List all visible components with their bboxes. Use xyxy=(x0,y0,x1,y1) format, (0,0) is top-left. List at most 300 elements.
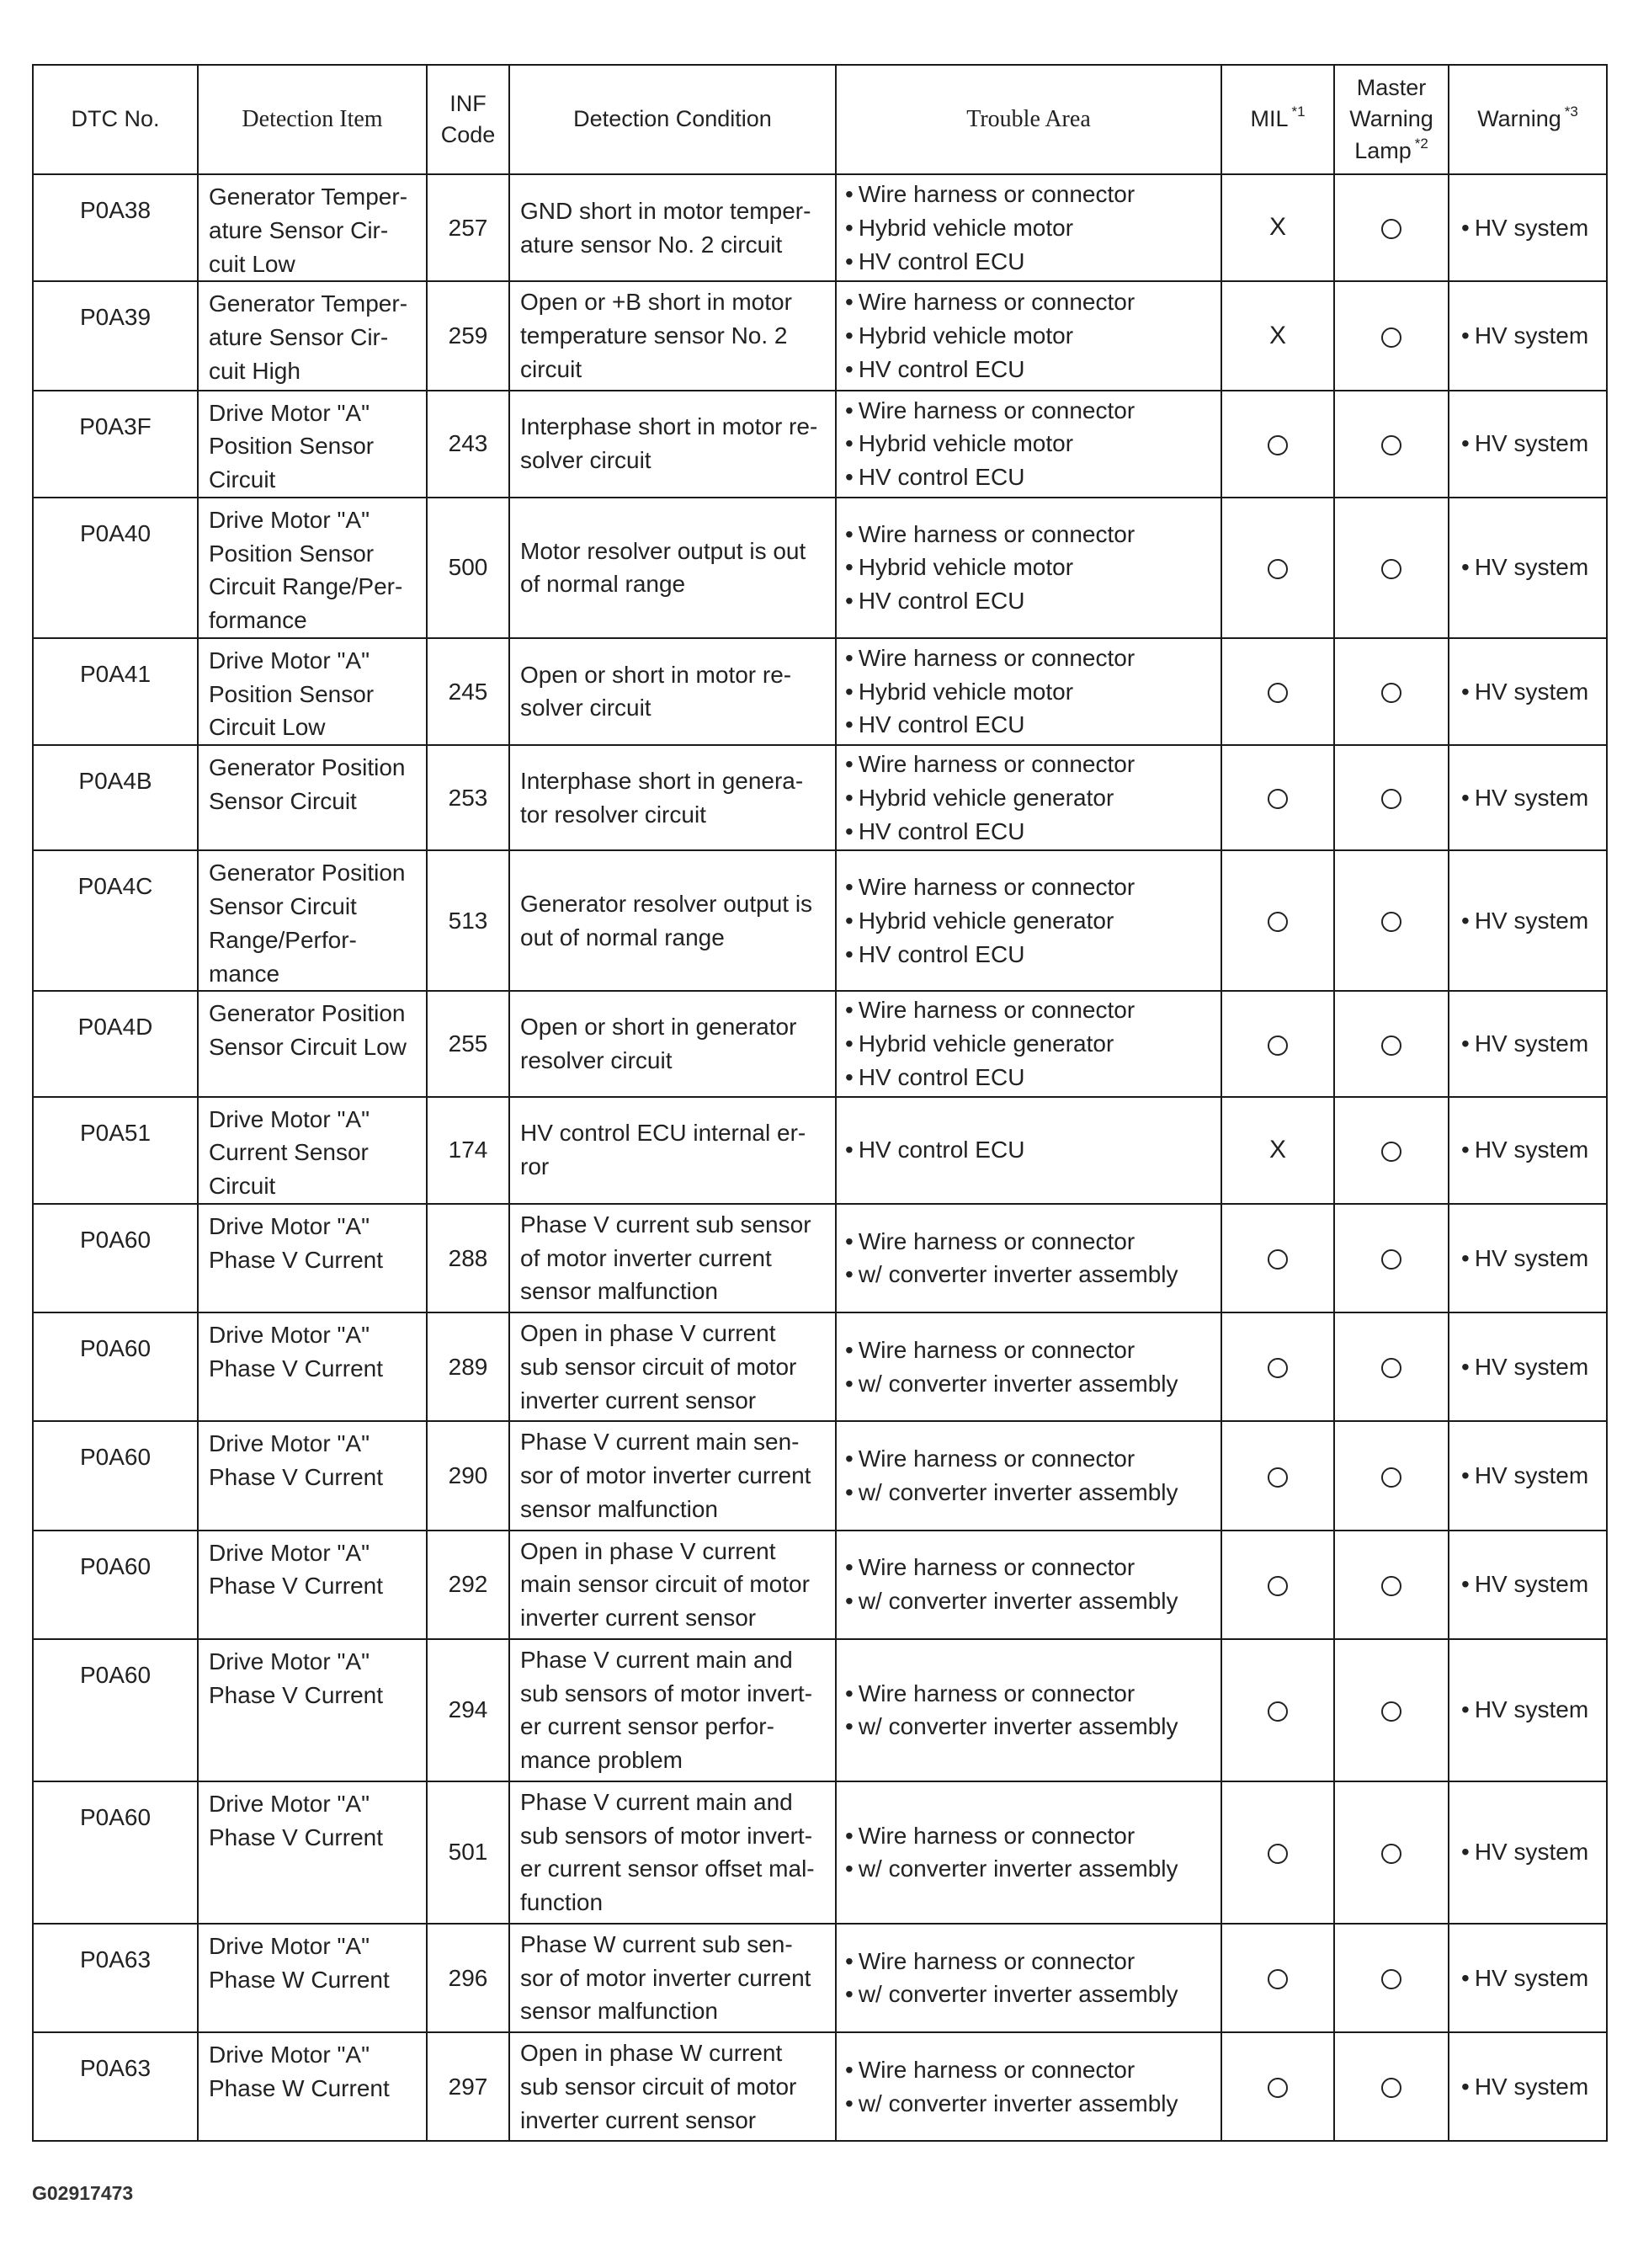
detection-item: Drive Motor "A" Phase V Current xyxy=(209,1790,383,1850)
detection-condition: Motor resolver output is out of normal range xyxy=(520,537,806,598)
inf-code-cell xyxy=(427,174,509,281)
trouble-area-cell xyxy=(836,1924,1221,2032)
table-row xyxy=(33,745,1607,850)
detection-condition: Phase V current main and sub sensors of motor invert- er current sensor offset mal- function xyxy=(520,1788,815,1915)
master-warning-lamp-cell xyxy=(1334,1924,1449,2032)
dtc-code: P0A63 xyxy=(79,1946,152,1973)
table-row xyxy=(33,498,1607,638)
trouble-area-cell xyxy=(836,2032,1221,2141)
warning-cell xyxy=(1449,1097,1607,1204)
mil-cell xyxy=(1221,1312,1334,1421)
circle-mark-icon xyxy=(1381,1358,1401,1378)
dtc-code-cell xyxy=(33,638,198,745)
dtc-code: P0A4B xyxy=(78,768,152,794)
mil-cell xyxy=(1221,638,1334,745)
trouble-area-item: • Wire harness or connector xyxy=(845,1225,1217,1259)
detection-item: Drive Motor "A" Current Sensor Circuit xyxy=(209,1105,370,1199)
table-row xyxy=(33,1781,1607,1924)
inf-code-cell xyxy=(427,1531,509,1639)
circle-mark-icon xyxy=(1381,327,1401,348)
trouble-area-item: • HV control ECU xyxy=(845,245,1217,279)
warning-item: • HV system xyxy=(1461,1835,1606,1869)
table-row xyxy=(33,1097,1607,1204)
trouble-area-item: • Hybrid vehicle motor xyxy=(845,211,1217,245)
circle-mark-icon xyxy=(1381,1701,1401,1722)
detection-condition: HV control ECU internal er- ror xyxy=(520,1120,806,1180)
trouble-area-item: • Wire harness or connector xyxy=(845,394,1217,428)
mil-x-mark: X xyxy=(1268,321,1286,349)
warning-item: • HV system xyxy=(1461,1693,1606,1727)
mil-cell xyxy=(1221,850,1334,991)
master-warning-lamp-cell xyxy=(1334,850,1449,991)
inf-code-cell xyxy=(427,498,509,638)
circle-mark-icon xyxy=(1268,2078,1288,2098)
header-detection-condition: Detection Condition xyxy=(509,65,836,174)
warning-item: • HV system xyxy=(1461,904,1606,938)
warning-item: • HV system xyxy=(1461,319,1606,353)
table-row xyxy=(33,1421,1607,1530)
inf-code: 255 xyxy=(448,1030,488,1057)
detection-condition: Open or short in generator resolver circuit xyxy=(520,1014,797,1073)
detection-item: Generator Position Sensor Circuit Low xyxy=(209,1000,407,1060)
detection-item-cell xyxy=(198,1781,427,1924)
detection-condition-cell xyxy=(509,1781,836,1924)
detection-item: Drive Motor "A" Phase V Current xyxy=(209,1430,383,1490)
circle-mark-icon xyxy=(1381,1844,1401,1864)
trouble-area-cell xyxy=(836,850,1221,991)
dtc-code-cell xyxy=(33,1097,198,1204)
detection-item-cell xyxy=(198,174,427,281)
master-warning-lamp-cell xyxy=(1334,745,1449,850)
master-warning-lamp-cell xyxy=(1334,1312,1449,1421)
detection-item-cell xyxy=(198,391,427,498)
warning-cell xyxy=(1449,850,1607,991)
detection-item-cell xyxy=(198,745,427,850)
warning-item: • HV system xyxy=(1461,781,1606,815)
master-warning-lamp-cell xyxy=(1334,391,1449,498)
master-warning-lamp-cell xyxy=(1334,1421,1449,1530)
trouble-area-cell xyxy=(836,1097,1221,1204)
inf-code-cell xyxy=(427,1924,509,2032)
detection-item: Drive Motor "A" Position Sensor Circuit xyxy=(209,399,375,492)
detection-condition-cell xyxy=(509,1097,836,1204)
inf-code-cell xyxy=(427,745,509,850)
inf-code-cell xyxy=(427,1312,509,1421)
circle-mark-icon xyxy=(1268,1844,1288,1864)
trouble-area-item: • w/ converter inverter assembly xyxy=(845,1978,1217,2011)
header-mil: MIL $^{*1}$ xyxy=(1221,65,1334,174)
warning-cell xyxy=(1449,1312,1607,1421)
table-row xyxy=(33,281,1607,390)
header-trouble-area: Trouble Area xyxy=(836,65,1221,174)
detection-condition: Generator resolver output is out of normal range xyxy=(520,891,813,950)
detection-item: Generator Temper- ature Sensor Cir- cuit High xyxy=(209,290,408,384)
trouble-area-cell xyxy=(836,638,1221,745)
master-warning-lamp-cell xyxy=(1334,1097,1449,1204)
circle-mark-icon xyxy=(1268,1969,1288,1989)
mil-x-mark: X xyxy=(1268,213,1286,242)
mil-cell xyxy=(1221,1639,1334,1781)
trouble-area-item: • HV control ECU xyxy=(845,938,1217,972)
header-dtc: DTC No. xyxy=(33,65,198,174)
table-row xyxy=(33,174,1607,281)
table-row xyxy=(33,1924,1607,2032)
circle-mark-icon xyxy=(1381,683,1401,703)
trouble-area-cell xyxy=(836,1421,1221,1530)
circle-mark-icon xyxy=(1381,1969,1401,1989)
circle-mark-icon xyxy=(1268,435,1288,455)
detection-condition-cell xyxy=(509,1531,836,1639)
dtc-code-cell xyxy=(33,991,198,1096)
master-warning-lamp-cell xyxy=(1334,2032,1449,2141)
mil-cell xyxy=(1221,391,1334,498)
inf-code: 501 xyxy=(448,1839,488,1866)
table-row xyxy=(33,1531,1607,1639)
dtc-code: P0A60 xyxy=(79,1803,152,1830)
inf-code: 245 xyxy=(448,678,488,705)
mil-cell xyxy=(1221,2032,1334,2141)
warning-item: • HV system xyxy=(1461,427,1606,461)
warning-cell xyxy=(1449,1924,1607,2032)
inf-code: 296 xyxy=(448,1964,488,1991)
trouble-area-item: • w/ converter inverter assembly xyxy=(845,1710,1217,1744)
trouble-area-item: • Wire harness or connector xyxy=(845,178,1217,211)
detection-condition-cell xyxy=(509,174,836,281)
circle-mark-icon xyxy=(1268,1576,1288,1596)
master-warning-lamp-cell xyxy=(1334,1639,1449,1781)
table-body xyxy=(33,174,1607,2141)
warning-cell xyxy=(1449,391,1607,498)
trouble-area-item: • HV control ECU xyxy=(845,461,1217,494)
circle-mark-icon xyxy=(1381,1576,1401,1596)
mil-cell xyxy=(1221,1097,1334,1204)
trouble-area-item: • Wire harness or connector xyxy=(845,1442,1217,1476)
warning-cell xyxy=(1449,745,1607,850)
detection-condition-cell xyxy=(509,991,836,1096)
dtc-code: P0A38 xyxy=(79,197,152,223)
detection-condition: Phase W current sub sen- sor of motor inverter current sensor malfunction xyxy=(520,1930,811,2025)
detection-condition: Open in phase W current sub sensor circuit of motor inverter current sensor xyxy=(520,2040,797,2133)
inf-code: 297 xyxy=(448,2073,488,2100)
detection-condition-cell xyxy=(509,850,836,991)
detection-condition: Interphase short in motor re- solver circuit xyxy=(520,413,818,474)
dtc-code-cell xyxy=(33,850,198,991)
circle-mark-icon xyxy=(1381,2078,1401,2098)
mil-cell xyxy=(1221,1924,1334,2032)
detection-condition: Open or short in motor re- solver circuit xyxy=(520,661,792,721)
detection-item: Drive Motor "A" Position Sensor Circuit Low xyxy=(209,647,375,741)
trouble-area-item: • Wire harness or connector xyxy=(845,1677,1217,1711)
inf-code-cell xyxy=(427,2032,509,2141)
master-warning-lamp-cell xyxy=(1334,498,1449,638)
trouble-area-cell xyxy=(836,1781,1221,1924)
dtc-code-cell xyxy=(33,498,198,638)
dtc-code: P0A60 xyxy=(79,1444,152,1471)
detection-item-cell xyxy=(198,638,427,745)
header-inf-code: INF Code xyxy=(427,65,509,174)
detection-condition-cell xyxy=(509,1639,836,1781)
dtc-code: P0A4D xyxy=(77,1014,153,1041)
trouble-area-item: • HV control ECU xyxy=(845,708,1217,742)
inf-code: 292 xyxy=(448,1571,488,1598)
detection-condition: Open in phase V current main sensor circuit of motor inverter current sensor xyxy=(520,1537,810,1631)
dtc-code-cell xyxy=(33,1312,198,1421)
trouble-area-cell xyxy=(836,1312,1221,1421)
warning-cell xyxy=(1449,1531,1607,1639)
dtc-code: P0A39 xyxy=(79,304,152,331)
dtc-code: P0A60 xyxy=(79,1335,152,1361)
trouble-area-item: • HV control ECU xyxy=(845,1061,1217,1094)
inf-code-cell xyxy=(427,991,509,1096)
trouble-area-item: • Hybrid vehicle generator xyxy=(845,904,1217,938)
circle-mark-icon xyxy=(1381,1142,1401,1162)
dtc-code: P0A51 xyxy=(79,1119,152,1146)
trouble-area-item: • Wire harness or connector xyxy=(845,285,1217,319)
dtc-code: P0A3F xyxy=(79,413,152,439)
detection-item: Drive Motor "A" Phase W Current xyxy=(209,2042,390,2101)
inf-code: 294 xyxy=(448,1696,488,1723)
inf-code-cell xyxy=(427,1781,509,1924)
detection-item-cell xyxy=(198,2032,427,2141)
trouble-area-item: • Hybrid vehicle motor xyxy=(845,551,1217,584)
detection-condition-cell xyxy=(509,1204,836,1312)
trouble-area-cell xyxy=(836,498,1221,638)
warning-cell xyxy=(1449,498,1607,638)
warning-cell xyxy=(1449,1204,1607,1312)
trouble-area-cell xyxy=(836,281,1221,390)
table-row xyxy=(33,1312,1607,1421)
inf-code: 253 xyxy=(448,784,488,811)
trouble-area-item: • w/ converter inverter assembly xyxy=(845,1852,1217,1886)
trouble-area-item: • w/ converter inverter assembly xyxy=(845,1584,1217,1618)
trouble-area-item: • HV control ECU xyxy=(845,584,1217,618)
detection-condition-cell xyxy=(509,1312,836,1421)
circle-mark-icon xyxy=(1381,559,1401,579)
detection-item: Generator Temper- ature Sensor Cir- cuit Low xyxy=(209,184,408,277)
trouble-area-item: • Wire harness or connector xyxy=(845,748,1217,781)
master-warning-lamp-cell xyxy=(1334,991,1449,1096)
table-row xyxy=(33,638,1607,745)
trouble-area-cell xyxy=(836,174,1221,281)
warning-item: • HV system xyxy=(1461,1133,1606,1167)
inf-code-cell xyxy=(427,1204,509,1312)
detection-item-cell xyxy=(198,498,427,638)
circle-mark-icon xyxy=(1268,1701,1288,1722)
detection-condition-cell xyxy=(509,498,836,638)
trouble-area-cell xyxy=(836,1204,1221,1312)
detection-item: Drive Motor "A" Phase V Current xyxy=(209,1212,383,1273)
trouble-area-item: • w/ converter inverter assembly xyxy=(845,1476,1217,1509)
detection-condition-cell xyxy=(509,281,836,390)
circle-mark-icon xyxy=(1381,912,1401,932)
trouble-area-item: • Wire harness or connector xyxy=(845,1551,1217,1584)
circle-mark-icon xyxy=(1381,789,1401,809)
dtc-code: P0A41 xyxy=(79,660,152,687)
master-warning-lamp-cell xyxy=(1334,281,1449,390)
warning-item: • HV system xyxy=(1461,1350,1606,1384)
circle-mark-icon xyxy=(1268,559,1288,579)
dtc-code: P0A4C xyxy=(77,873,153,900)
detection-condition-cell xyxy=(509,1924,836,2032)
detection-item-cell xyxy=(198,1639,427,1781)
circle-mark-icon xyxy=(1381,219,1401,239)
dtc-code-cell xyxy=(33,1204,198,1312)
trouble-area-item: • Wire harness or connector xyxy=(845,518,1217,551)
detection-item: Drive Motor "A" Position Sensor Circuit Range/Per- formance xyxy=(209,506,403,633)
circle-mark-icon xyxy=(1381,1467,1401,1488)
warning-item: • HV system xyxy=(1461,2070,1606,2104)
detection-item-cell xyxy=(198,991,427,1096)
warning-cell xyxy=(1449,991,1607,1096)
circle-mark-icon xyxy=(1381,435,1401,455)
header-detection-item: Detection Item xyxy=(198,65,427,174)
inf-code-cell xyxy=(427,391,509,498)
circle-mark-icon xyxy=(1268,1249,1288,1270)
trouble-area-item: • w/ converter inverter assembly xyxy=(845,1367,1217,1401)
detection-item: Drive Motor "A" Phase V Current xyxy=(209,1322,383,1382)
dtc-code: P0A60 xyxy=(79,1661,152,1688)
detection-condition-cell xyxy=(509,1421,836,1530)
trouble-area-item: • Hybrid vehicle motor xyxy=(845,319,1217,353)
trouble-area-item: • Hybrid vehicle generator xyxy=(845,1027,1217,1061)
trouble-area-item: • HV control ECU xyxy=(845,815,1217,849)
detection-item: Drive Motor "A" Phase V Current xyxy=(209,1539,383,1600)
circle-mark-icon xyxy=(1268,789,1288,809)
trouble-area-cell xyxy=(836,391,1221,498)
inf-code-cell xyxy=(427,1421,509,1530)
detection-item-cell xyxy=(198,1531,427,1639)
table-row xyxy=(33,1204,1607,1312)
dtc-code: P0A60 xyxy=(79,1226,152,1253)
trouble-area-item: • w/ converter inverter assembly xyxy=(845,2087,1217,2121)
circle-mark-icon xyxy=(1381,1036,1401,1056)
trouble-area-item: • w/ converter inverter assembly xyxy=(845,1258,1217,1291)
trouble-area-item: • Wire harness or connector xyxy=(845,1945,1217,1978)
detection-condition: Phase V current sub sensor of motor inverter current sensor malfunction xyxy=(520,1211,811,1305)
warning-item: • HV system xyxy=(1461,1242,1606,1275)
mil-cell xyxy=(1221,174,1334,281)
detection-condition: Phase V current main sen- sor of motor inverter current sensor malfunction xyxy=(520,1429,811,1522)
detection-condition-cell xyxy=(509,745,836,850)
inf-code: 290 xyxy=(448,1462,488,1488)
warning-item: • HV system xyxy=(1461,675,1606,709)
table-row xyxy=(33,2032,1607,2141)
detection-item-cell xyxy=(198,1204,427,1312)
trouble-area-item: • Wire harness or connector xyxy=(845,993,1217,1027)
master-warning-lamp-cell xyxy=(1334,1531,1449,1639)
warning-item: • HV system xyxy=(1461,1459,1606,1493)
circle-mark-icon xyxy=(1268,912,1288,932)
trouble-area-cell xyxy=(836,1639,1221,1781)
inf-code: 259 xyxy=(448,322,488,349)
mil-cell xyxy=(1221,1204,1334,1312)
dtc-code-cell xyxy=(33,281,198,390)
detection-item: Generator Position Sensor Circuit xyxy=(209,754,406,814)
inf-code: 513 xyxy=(448,907,488,934)
inf-code: 174 xyxy=(448,1137,488,1163)
dtc-code-cell xyxy=(33,174,198,281)
inf-code-cell xyxy=(427,1639,509,1781)
trouble-area-item: • Hybrid vehicle motor xyxy=(845,427,1217,461)
detection-item: Drive Motor "A" Phase V Current xyxy=(209,1648,383,1708)
dtc-table xyxy=(32,64,1608,2142)
dtc-code-cell xyxy=(33,2032,198,2141)
inf-code: 289 xyxy=(448,1353,488,1380)
inf-code: 500 xyxy=(448,554,488,581)
warning-cell xyxy=(1449,174,1607,281)
detection-condition: Open or +B short in motor temperature sensor No. 2 circuit xyxy=(520,289,792,382)
warning-item: • HV system xyxy=(1461,551,1606,584)
dtc-code-cell xyxy=(33,1421,198,1530)
inf-code: 288 xyxy=(448,1244,488,1271)
trouble-area-item: • Wire harness or connector xyxy=(845,2053,1217,2087)
detection-condition-cell xyxy=(509,2032,836,2141)
detection-condition: Phase V current main and sub sensors of motor invert- er current sensor perfor- mance problem xyxy=(520,1646,813,1773)
trouble-area-item: • Wire harness or connector xyxy=(845,870,1217,904)
trouble-area-cell xyxy=(836,991,1221,1096)
mil-cell xyxy=(1221,1421,1334,1530)
warning-cell xyxy=(1449,2032,1607,2141)
dtc-code-cell xyxy=(33,1531,198,1639)
inf-code-cell xyxy=(427,1097,509,1204)
mil-cell xyxy=(1221,281,1334,390)
header-warning: Warning $^{*3}$ xyxy=(1449,65,1607,174)
circle-mark-icon xyxy=(1268,1358,1288,1378)
detection-item: Generator Position Sensor Circuit Range/Perfor- mance xyxy=(209,860,406,987)
detection-item-cell xyxy=(198,281,427,390)
master-warning-lamp-cell xyxy=(1334,638,1449,745)
dtc-code-cell xyxy=(33,1639,198,1781)
detection-condition: GND short in motor temper- ature sensor No. 2 circuit xyxy=(520,197,811,258)
warning-cell xyxy=(1449,281,1607,390)
mil-x-mark: X xyxy=(1268,1135,1286,1163)
inf-code: 257 xyxy=(448,214,488,241)
master-warning-lamp-cell xyxy=(1334,1781,1449,1924)
table-row xyxy=(33,850,1607,991)
detection-item: Drive Motor "A" Phase W Current xyxy=(209,1932,390,1993)
dtc-code: P0A40 xyxy=(79,519,152,546)
detection-condition: Open in phase V current sub sensor circuit of motor inverter current sensor xyxy=(520,1320,797,1414)
trouble-area-item: • Hybrid vehicle generator xyxy=(845,781,1217,815)
detection-item-cell xyxy=(198,1924,427,2032)
header-row xyxy=(33,65,1607,174)
master-warning-lamp-cell xyxy=(1334,1204,1449,1312)
trouble-area-item: • Hybrid vehicle motor xyxy=(845,675,1217,709)
header-master-warning-lamp: Master Warning Lamp $^{*2}$ xyxy=(1334,65,1449,174)
warning-cell xyxy=(1449,638,1607,745)
warning-cell xyxy=(1449,1781,1607,1924)
figure-id: G02917473 xyxy=(32,2182,134,2204)
trouble-area-cell xyxy=(836,745,1221,850)
trouble-area-item: • HV control ECU xyxy=(845,1133,1217,1167)
detection-item-cell xyxy=(198,850,427,991)
circle-mark-icon xyxy=(1268,1036,1288,1056)
detection-condition-cell xyxy=(509,391,836,498)
dtc-code-cell xyxy=(33,1781,198,1924)
warning-item: • HV system xyxy=(1461,211,1606,245)
circle-mark-icon xyxy=(1268,683,1288,703)
master-warning-lamp-cell xyxy=(1334,174,1449,281)
inf-code-cell xyxy=(427,638,509,745)
warning-cell xyxy=(1449,1421,1607,1530)
table-row xyxy=(33,1639,1607,1781)
dtc-code-cell xyxy=(33,1924,198,2032)
trouble-area-item: • Wire harness or connector xyxy=(845,1334,1217,1367)
table-row xyxy=(33,991,1607,1096)
circle-mark-icon xyxy=(1268,1467,1288,1488)
circle-mark-icon xyxy=(1381,1249,1401,1270)
detection-item-cell xyxy=(198,1312,427,1421)
